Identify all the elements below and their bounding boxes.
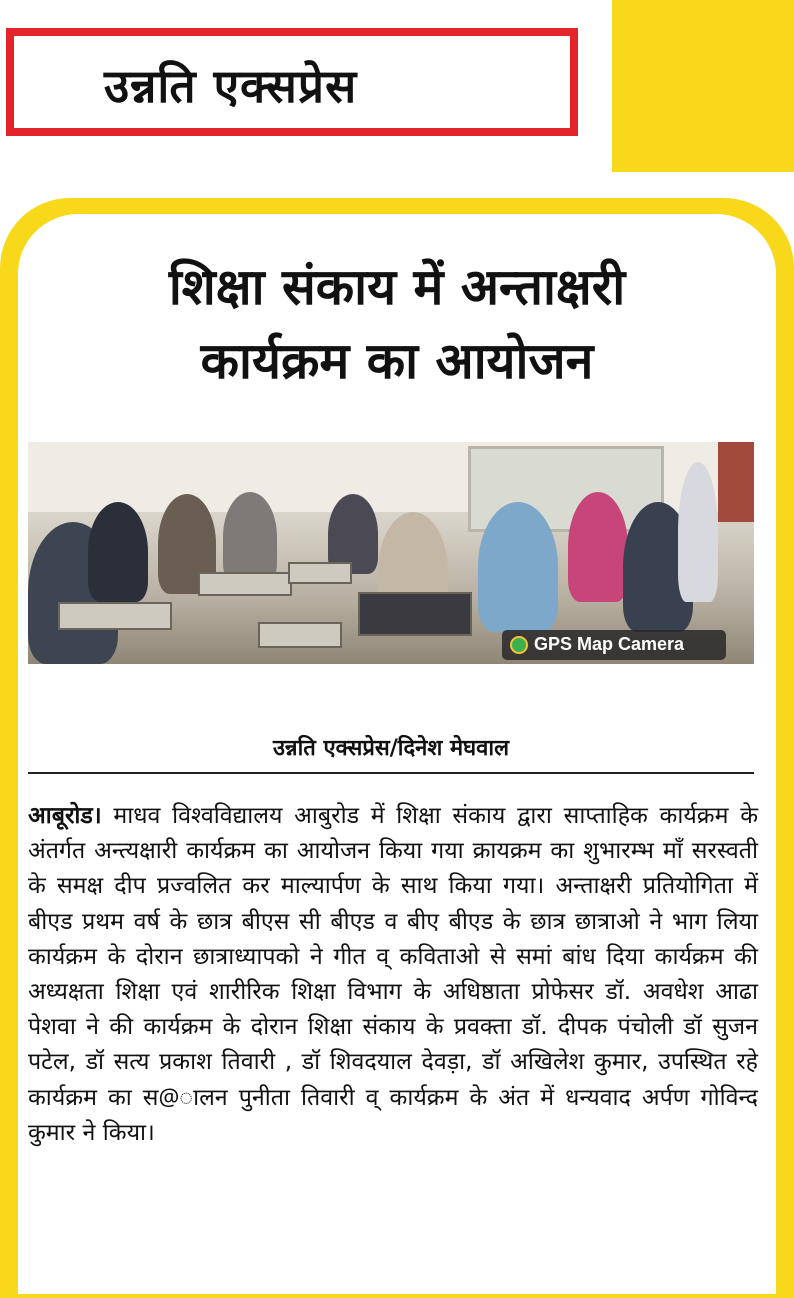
photo-person bbox=[678, 462, 718, 602]
article-body-text: माधव विश्वविद्यालय आबुरोड में शिक्षा संकाय द्वारा साप्ताहिक कार्यक्रम के अंतर्गत अन्त्यक्षारी कार्यक्रम का आयोजन किया गया क्रायक्रम का शुभारम्भ माँ सरस्वती के समक्ष दीप प्रज्वलित कर माल्यार्पण के साथ किया गया। अन्ताक्षरी प्रतियोगिता में बीएड प्रथम वर्ष के छात्र बीएस सी बीएड व बीए बीएड के छात्र छात्राओ ने भाग लिया कार्यक्रम के दोरान छात्राध्यापको ने गीत व् कविताओ से समां बांध दिया कार्यक्रम की अध्यक्षता शिक्षा एवं शारीरिक शिक्षा विभाग के अधिष्ठाता प्रोफेसर डॉ. अवधेश आढा पेशवा ने की कार्यक्रम के दोरान शिक्षा संकाय के प्रवक्ता डॉ. दीपक पंचोली डॉ सुजन पटेल, डॉ सत्य प्रकाश तिवारी , डॉ शिवदयाल देवड़ा, डॉ अखिलेश कुमार, उपस्थित रहे कार्यक्रम का स@ालन पुनीता तिवारी व् कार्यक्रम के अंत में धन्यवाद अर्पण गोविन्द कुमार ने किया। bbox=[28, 802, 759, 1146]
yellow-accent-block bbox=[612, 0, 794, 172]
photo-person bbox=[568, 492, 628, 602]
masthead-box bbox=[6, 28, 578, 136]
headline-line-2: कार्यक्रम का आयोजन bbox=[200, 332, 594, 390]
photo-desk bbox=[258, 622, 342, 648]
headline bbox=[30, 250, 764, 398]
headline-line-1: शिक्षा संकाय में अन्ताक्षरी bbox=[168, 258, 626, 316]
photo-door bbox=[718, 442, 754, 522]
gps-watermark-text: GPS Map Camera bbox=[534, 634, 685, 654]
photo-desk bbox=[288, 562, 352, 584]
photo-person bbox=[223, 492, 277, 582]
article-body bbox=[28, 798, 758, 1150]
photo-desk bbox=[198, 572, 292, 596]
map-pin-icon bbox=[510, 636, 528, 654]
dateline: आबूरोड। bbox=[28, 802, 102, 829]
photo-desk bbox=[58, 602, 172, 630]
gps-watermark bbox=[502, 630, 726, 660]
byline: उन्नति एक्सप्रेस/दिनेश मेघवाल bbox=[272, 736, 510, 761]
byline-rule bbox=[28, 772, 754, 774]
photo-desk bbox=[358, 592, 472, 636]
photo-person bbox=[478, 502, 558, 632]
photo-person bbox=[88, 502, 148, 602]
masthead-title: उन्नति एक्सप्रेस bbox=[104, 59, 358, 113]
